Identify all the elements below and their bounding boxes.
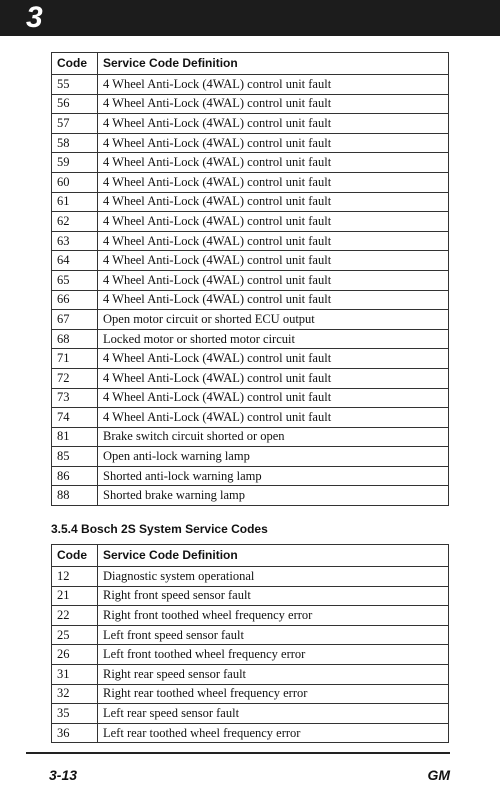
code-cell: 59 bbox=[52, 153, 98, 173]
definition-cell: 4 Wheel Anti-Lock (4WAL) control unit fault bbox=[98, 94, 449, 114]
definition-cell: Brake switch circuit shorted or open bbox=[98, 427, 449, 447]
definition-cell: Left front toothed wheel frequency error bbox=[98, 645, 449, 665]
table-row bbox=[52, 153, 449, 173]
table-row bbox=[52, 133, 449, 153]
table-row bbox=[52, 368, 449, 388]
table-row bbox=[52, 172, 449, 192]
definition-cell: 4 Wheel Anti-Lock (4WAL) control unit fault bbox=[98, 408, 449, 428]
footer-brand: GM bbox=[427, 767, 450, 783]
code-cell: 12 bbox=[52, 567, 98, 587]
code-cell: 57 bbox=[52, 114, 98, 134]
code-cell: 86 bbox=[52, 466, 98, 486]
table-row bbox=[52, 270, 449, 290]
definition-cell: Left front speed sensor fault bbox=[98, 625, 449, 645]
definition-cell: 4 Wheel Anti-Lock (4WAL) control unit fault bbox=[98, 75, 449, 95]
table-row bbox=[52, 664, 449, 684]
table-row bbox=[52, 349, 449, 369]
service-code-table-1 bbox=[51, 52, 449, 506]
table-row bbox=[52, 606, 449, 626]
definition-cell: Diagnostic system operational bbox=[98, 567, 449, 587]
code-cell: 32 bbox=[52, 684, 98, 704]
definition-cell: Open motor circuit or shorted ECU output bbox=[98, 310, 449, 330]
service-code-table-2 bbox=[51, 544, 449, 743]
table-row bbox=[52, 231, 449, 251]
definition-cell: Shorted anti-lock warning lamp bbox=[98, 466, 449, 486]
code-cell: 81 bbox=[52, 427, 98, 447]
section-title: 3.5.4 Bosch 2S System Service Codes bbox=[51, 522, 268, 536]
code-cell: 64 bbox=[52, 251, 98, 271]
code-cell: 74 bbox=[52, 408, 98, 428]
table-row bbox=[52, 486, 449, 506]
code-cell: 55 bbox=[52, 75, 98, 95]
table-row bbox=[52, 408, 449, 428]
definition-cell: 4 Wheel Anti-Lock (4WAL) control unit fault bbox=[98, 251, 449, 271]
code-cell: 68 bbox=[52, 329, 98, 349]
table-header-row bbox=[52, 53, 449, 75]
code-cell: 60 bbox=[52, 172, 98, 192]
definition-cell: 4 Wheel Anti-Lock (4WAL) control unit fault bbox=[98, 212, 449, 232]
code-cell: 66 bbox=[52, 290, 98, 310]
footer-divider bbox=[26, 752, 450, 754]
code-cell: 85 bbox=[52, 447, 98, 467]
definition-cell: 4 Wheel Anti-Lock (4WAL) control unit fault bbox=[98, 153, 449, 173]
table-row bbox=[52, 704, 449, 724]
code-cell: 63 bbox=[52, 231, 98, 251]
code-cell: 22 bbox=[52, 606, 98, 626]
code-cell: 67 bbox=[52, 310, 98, 330]
definition-cell: Left rear toothed wheel frequency error bbox=[98, 723, 449, 743]
table-row bbox=[52, 567, 449, 587]
table-row bbox=[52, 75, 449, 95]
code-cell: 73 bbox=[52, 388, 98, 408]
definition-cell: Right front speed sensor fault bbox=[98, 586, 449, 606]
table-header-row bbox=[52, 545, 449, 567]
table-row bbox=[52, 684, 449, 704]
code-cell: 35 bbox=[52, 704, 98, 724]
code-cell: 31 bbox=[52, 664, 98, 684]
definition-cell: 4 Wheel Anti-Lock (4WAL) control unit fault bbox=[98, 114, 449, 134]
table-row bbox=[52, 625, 449, 645]
code-cell: 36 bbox=[52, 723, 98, 743]
definition-cell: 4 Wheel Anti-Lock (4WAL) control unit fault bbox=[98, 133, 449, 153]
table-row bbox=[52, 645, 449, 665]
chapter-header-bar bbox=[0, 0, 500, 36]
table-row bbox=[52, 251, 449, 271]
code-cell: 61 bbox=[52, 192, 98, 212]
table-row bbox=[52, 723, 449, 743]
column-header-definition: Service Code Definition bbox=[98, 53, 449, 75]
page-number: 3-13 bbox=[49, 767, 78, 783]
table-row bbox=[52, 329, 449, 349]
column-header-code: Code bbox=[52, 545, 98, 567]
code-cell: 62 bbox=[52, 212, 98, 232]
table-row bbox=[52, 427, 449, 447]
table-row bbox=[52, 290, 449, 310]
code-cell: 56 bbox=[52, 94, 98, 114]
column-header-definition: Service Code Definition bbox=[98, 545, 449, 567]
code-cell: 88 bbox=[52, 486, 98, 506]
table-row bbox=[52, 192, 449, 212]
code-cell: 25 bbox=[52, 625, 98, 645]
code-cell: 71 bbox=[52, 349, 98, 369]
table-row bbox=[52, 310, 449, 330]
definition-cell: Left rear speed sensor fault bbox=[98, 704, 449, 724]
code-cell: 26 bbox=[52, 645, 98, 665]
definition-cell: Shorted brake warning lamp bbox=[98, 486, 449, 506]
definition-cell: 4 Wheel Anti-Lock (4WAL) control unit fault bbox=[98, 231, 449, 251]
table-row bbox=[52, 212, 449, 232]
definition-cell: Right rear toothed wheel frequency error bbox=[98, 684, 449, 704]
code-cell: 72 bbox=[52, 368, 98, 388]
column-header-code: Code bbox=[52, 53, 98, 75]
definition-cell: 4 Wheel Anti-Lock (4WAL) control unit fault bbox=[98, 290, 449, 310]
definition-cell: Locked motor or shorted motor circuit bbox=[98, 329, 449, 349]
table-row bbox=[52, 388, 449, 408]
definition-cell: 4 Wheel Anti-Lock (4WAL) control unit fault bbox=[98, 172, 449, 192]
definition-cell: 4 Wheel Anti-Lock (4WAL) control unit fault bbox=[98, 192, 449, 212]
definition-cell: 4 Wheel Anti-Lock (4WAL) control unit fault bbox=[98, 388, 449, 408]
definition-cell: 4 Wheel Anti-Lock (4WAL) control unit fault bbox=[98, 349, 449, 369]
definition-cell: Open anti-lock warning lamp bbox=[98, 447, 449, 467]
definition-cell: 4 Wheel Anti-Lock (4WAL) control unit fault bbox=[98, 368, 449, 388]
code-cell: 65 bbox=[52, 270, 98, 290]
chapter-number: 3 bbox=[26, 1, 43, 34]
definition-cell: Right front toothed wheel frequency error bbox=[98, 606, 449, 626]
table-row bbox=[52, 586, 449, 606]
table-row bbox=[52, 114, 449, 134]
definition-cell: Right rear speed sensor fault bbox=[98, 664, 449, 684]
code-cell: 58 bbox=[52, 133, 98, 153]
table-row bbox=[52, 94, 449, 114]
table-row bbox=[52, 466, 449, 486]
definition-cell: 4 Wheel Anti-Lock (4WAL) control unit fault bbox=[98, 270, 449, 290]
table-row bbox=[52, 447, 449, 467]
code-cell: 21 bbox=[52, 586, 98, 606]
